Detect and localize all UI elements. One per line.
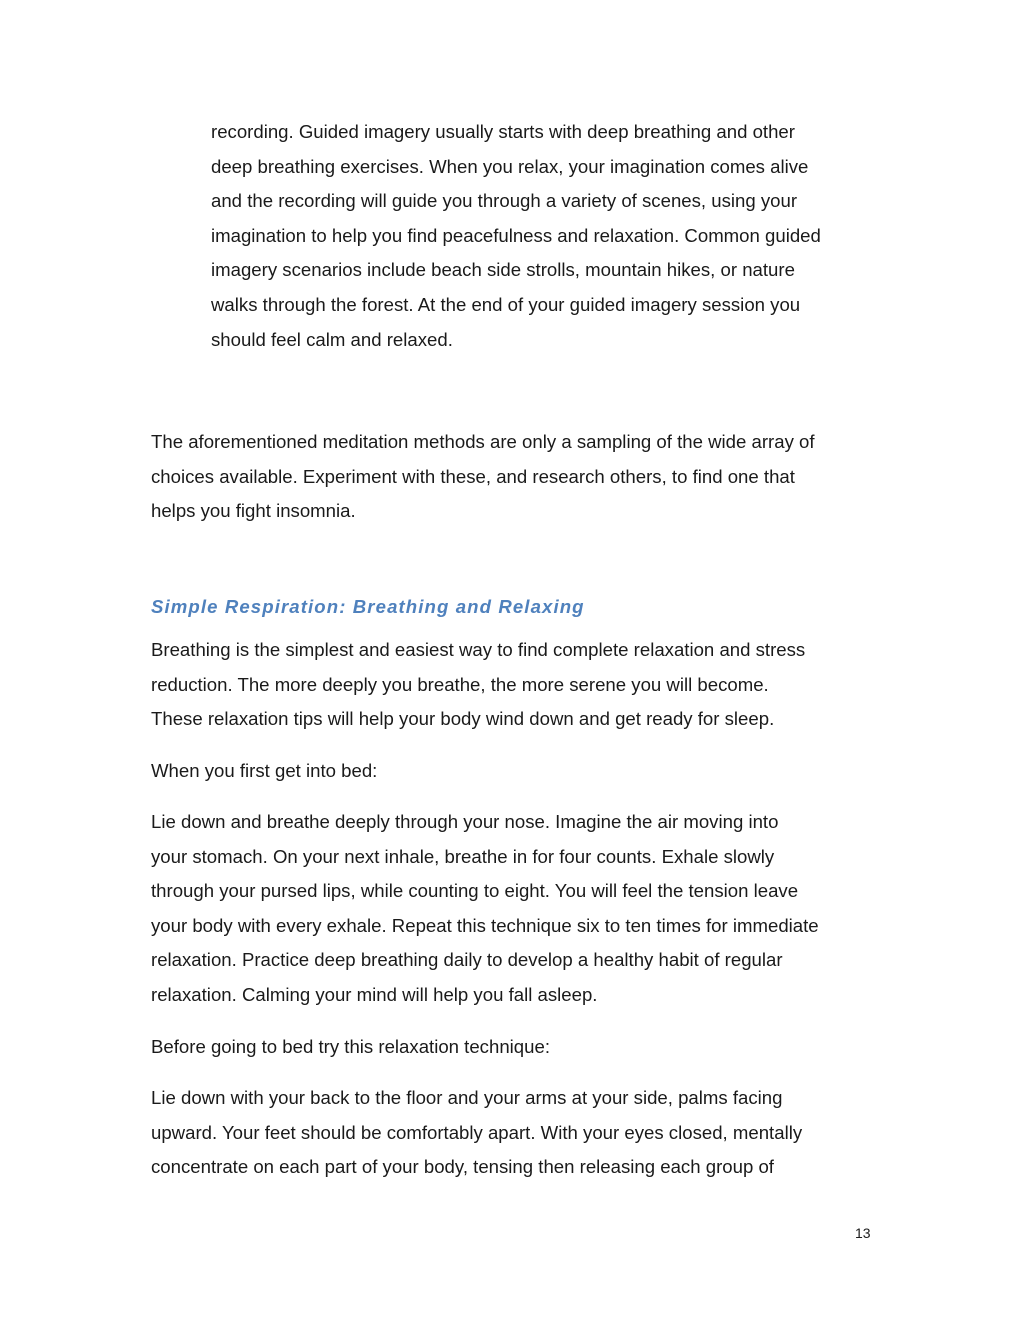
floor-relaxation-paragraph — [151, 1081, 802, 1185]
section-heading: Simple Respiration: Breathing and Relaxing — [151, 596, 585, 617]
paragraph-line: Before going to bed try this relaxation technique: — [151, 1036, 550, 1057]
deep-breathing-paragraph — [151, 805, 819, 1013]
paragraph-line: recording. Guided imagery usually starts with deep breathing and other — [211, 121, 795, 142]
paragraph-line: through your pursed lips, while counting to eight. You will feel the tension leave — [151, 880, 799, 902]
breathing-paragraph — [151, 633, 805, 737]
paragraph-line: concentrate on each part of your body, tensing then releasing each group of — [151, 1156, 774, 1178]
paragraph-line: deep breathing exercises. When you relax, your imagination comes alive — [211, 155, 809, 177]
paragraph-line: upward. Your feet should be comfortably apart. With your eyes closed, mentally — [151, 1121, 803, 1143]
paragraph-line: choices available. Experiment with these, and research others, to find one that — [151, 465, 795, 487]
paragraph-line: helps you fight insomnia. — [151, 500, 356, 522]
paragraph-line: your stomach. On your next inhale, breathe in for four counts. Exhale slowly — [151, 845, 775, 867]
paragraph-line: Lie down and breathe deeply through your nose. Imagine the air moving into — [151, 811, 779, 832]
meditation-methods-paragraph — [151, 425, 815, 529]
paragraph-line: When you first get into bed: — [151, 760, 378, 781]
paragraph-line: relaxation. Practice deep breathing daily to develop a healthy habit of regular — [151, 949, 783, 971]
paragraph-line: reduction. The more deeply you breathe, the more serene you will become. — [151, 673, 769, 695]
page-number: 13 — [855, 1225, 871, 1241]
paragraph-line: imagery scenarios include beach side strolls, mountain hikes, or nature — [211, 259, 795, 281]
paragraph-line: Lie down with your back to the floor and your arms at your side, palms facing — [151, 1087, 783, 1108]
paragraph-line: Breathing is the simplest and easiest way to find complete relaxation and stress — [151, 639, 806, 660]
before-bed-intro-paragraph — [151, 1030, 550, 1065]
paragraph-line: The aforementioned meditation methods are only a sampling of the wide array of — [151, 431, 815, 452]
paragraph-line: These relaxation tips will help your body wind down and get ready for sleep. — [151, 708, 775, 730]
bed-intro-paragraph — [151, 754, 377, 789]
paragraph-line: should feel calm and relaxed. — [211, 328, 453, 350]
paragraph-line: and the recording will guide you through a variety of scenes, using your — [211, 190, 798, 212]
paragraph-line: relaxation. Calming your mind will help you fall asleep. — [151, 983, 598, 1005]
paragraph-line: your body with every exhale. Repeat this technique six to ten times for immediate — [151, 914, 819, 936]
paragraph-line: imagination to help you find peacefulness and relaxation. Common guided — [211, 224, 821, 246]
guided-imagery-paragraph — [211, 115, 821, 357]
paragraph-line: walks through the forest. At the end of your guided imagery session you — [211, 293, 801, 315]
